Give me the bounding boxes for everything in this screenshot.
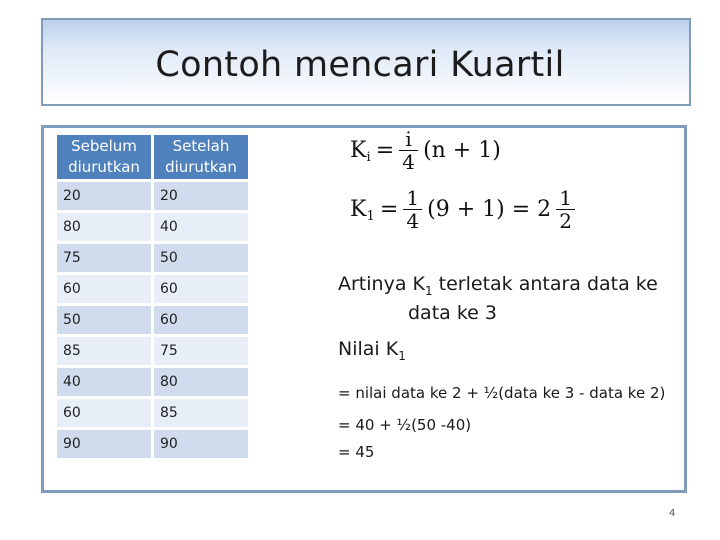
formula-lhs: K [350,197,367,222]
explanation-line-5: = 45 [338,443,375,461]
cell-before: 40 [57,368,151,396]
cell-before: 20 [57,182,151,210]
formula-fraction: $\frac{1}{4}$ [403,187,422,232]
header-after-sorted: Setelah diurutkan [154,135,248,179]
cell-after: 60 [154,275,248,303]
cell-before: 85 [57,337,151,365]
slide-title: Contoh mencari Kuartil [155,45,565,85]
formula-fraction: $\frac{i}{4}$ [399,128,418,173]
table-row [57,399,248,427]
header-before-sorted: Sebelum diurutkan [57,135,151,179]
explanation-line-4: = 40 + ½(50 -40) [338,416,472,434]
explanation-line-3: = nilai data ke 2 + ½(data ke 3 - data ke 2) [338,384,666,402]
quartile-applied-formula: $K_1$ = $\frac{1}{4}$ (9 + 1) = 2 $\frac{1}{2}$ [350,187,575,232]
cell-after: 85 [154,399,248,427]
cell-after: 50 [154,244,248,272]
cell-after: 75 [154,337,248,365]
cell-after: 80 [154,368,248,396]
cell-before: 90 [57,430,151,458]
table-row [57,244,248,272]
data-table [54,132,251,461]
cell-before: 60 [57,399,151,427]
formula-lhs-sub: 1 [366,209,375,224]
table-row [57,182,248,210]
formula-lhs: K [350,138,367,163]
explanation-line-2: Nilai $K_1$ [338,338,406,363]
explanation-line-1-cont: data ke 3 [408,302,497,324]
cell-before: 75 [57,244,151,272]
table-row [57,275,248,303]
explanation-line-1: Artinya $K_1$ terletak antara data ke [338,273,658,298]
formula-result-fraction: $\frac{1}{2}$ [556,187,575,232]
cell-before: 80 [57,213,151,241]
table-row [57,213,248,241]
page-number: 4 [669,508,676,519]
cell-after: 90 [154,430,248,458]
cell-before: 60 [57,275,151,303]
cell-after: 20 [154,182,248,210]
table-row [57,306,248,334]
cell-before: 50 [57,306,151,334]
formula-rhs: (n + 1) [423,138,501,163]
table-header-row [57,135,248,179]
cell-after: 60 [154,306,248,334]
table-row [57,430,248,458]
formula-lhs-sub: i [366,150,371,165]
quartile-general-formula: $K_i$ = $\frac{i}{4}$ (n + 1) [350,127,501,174]
cell-after: 40 [154,213,248,241]
table-row [57,337,248,365]
formula-middle: (9 + 1) = 2 [427,197,552,222]
table-row [57,368,248,396]
